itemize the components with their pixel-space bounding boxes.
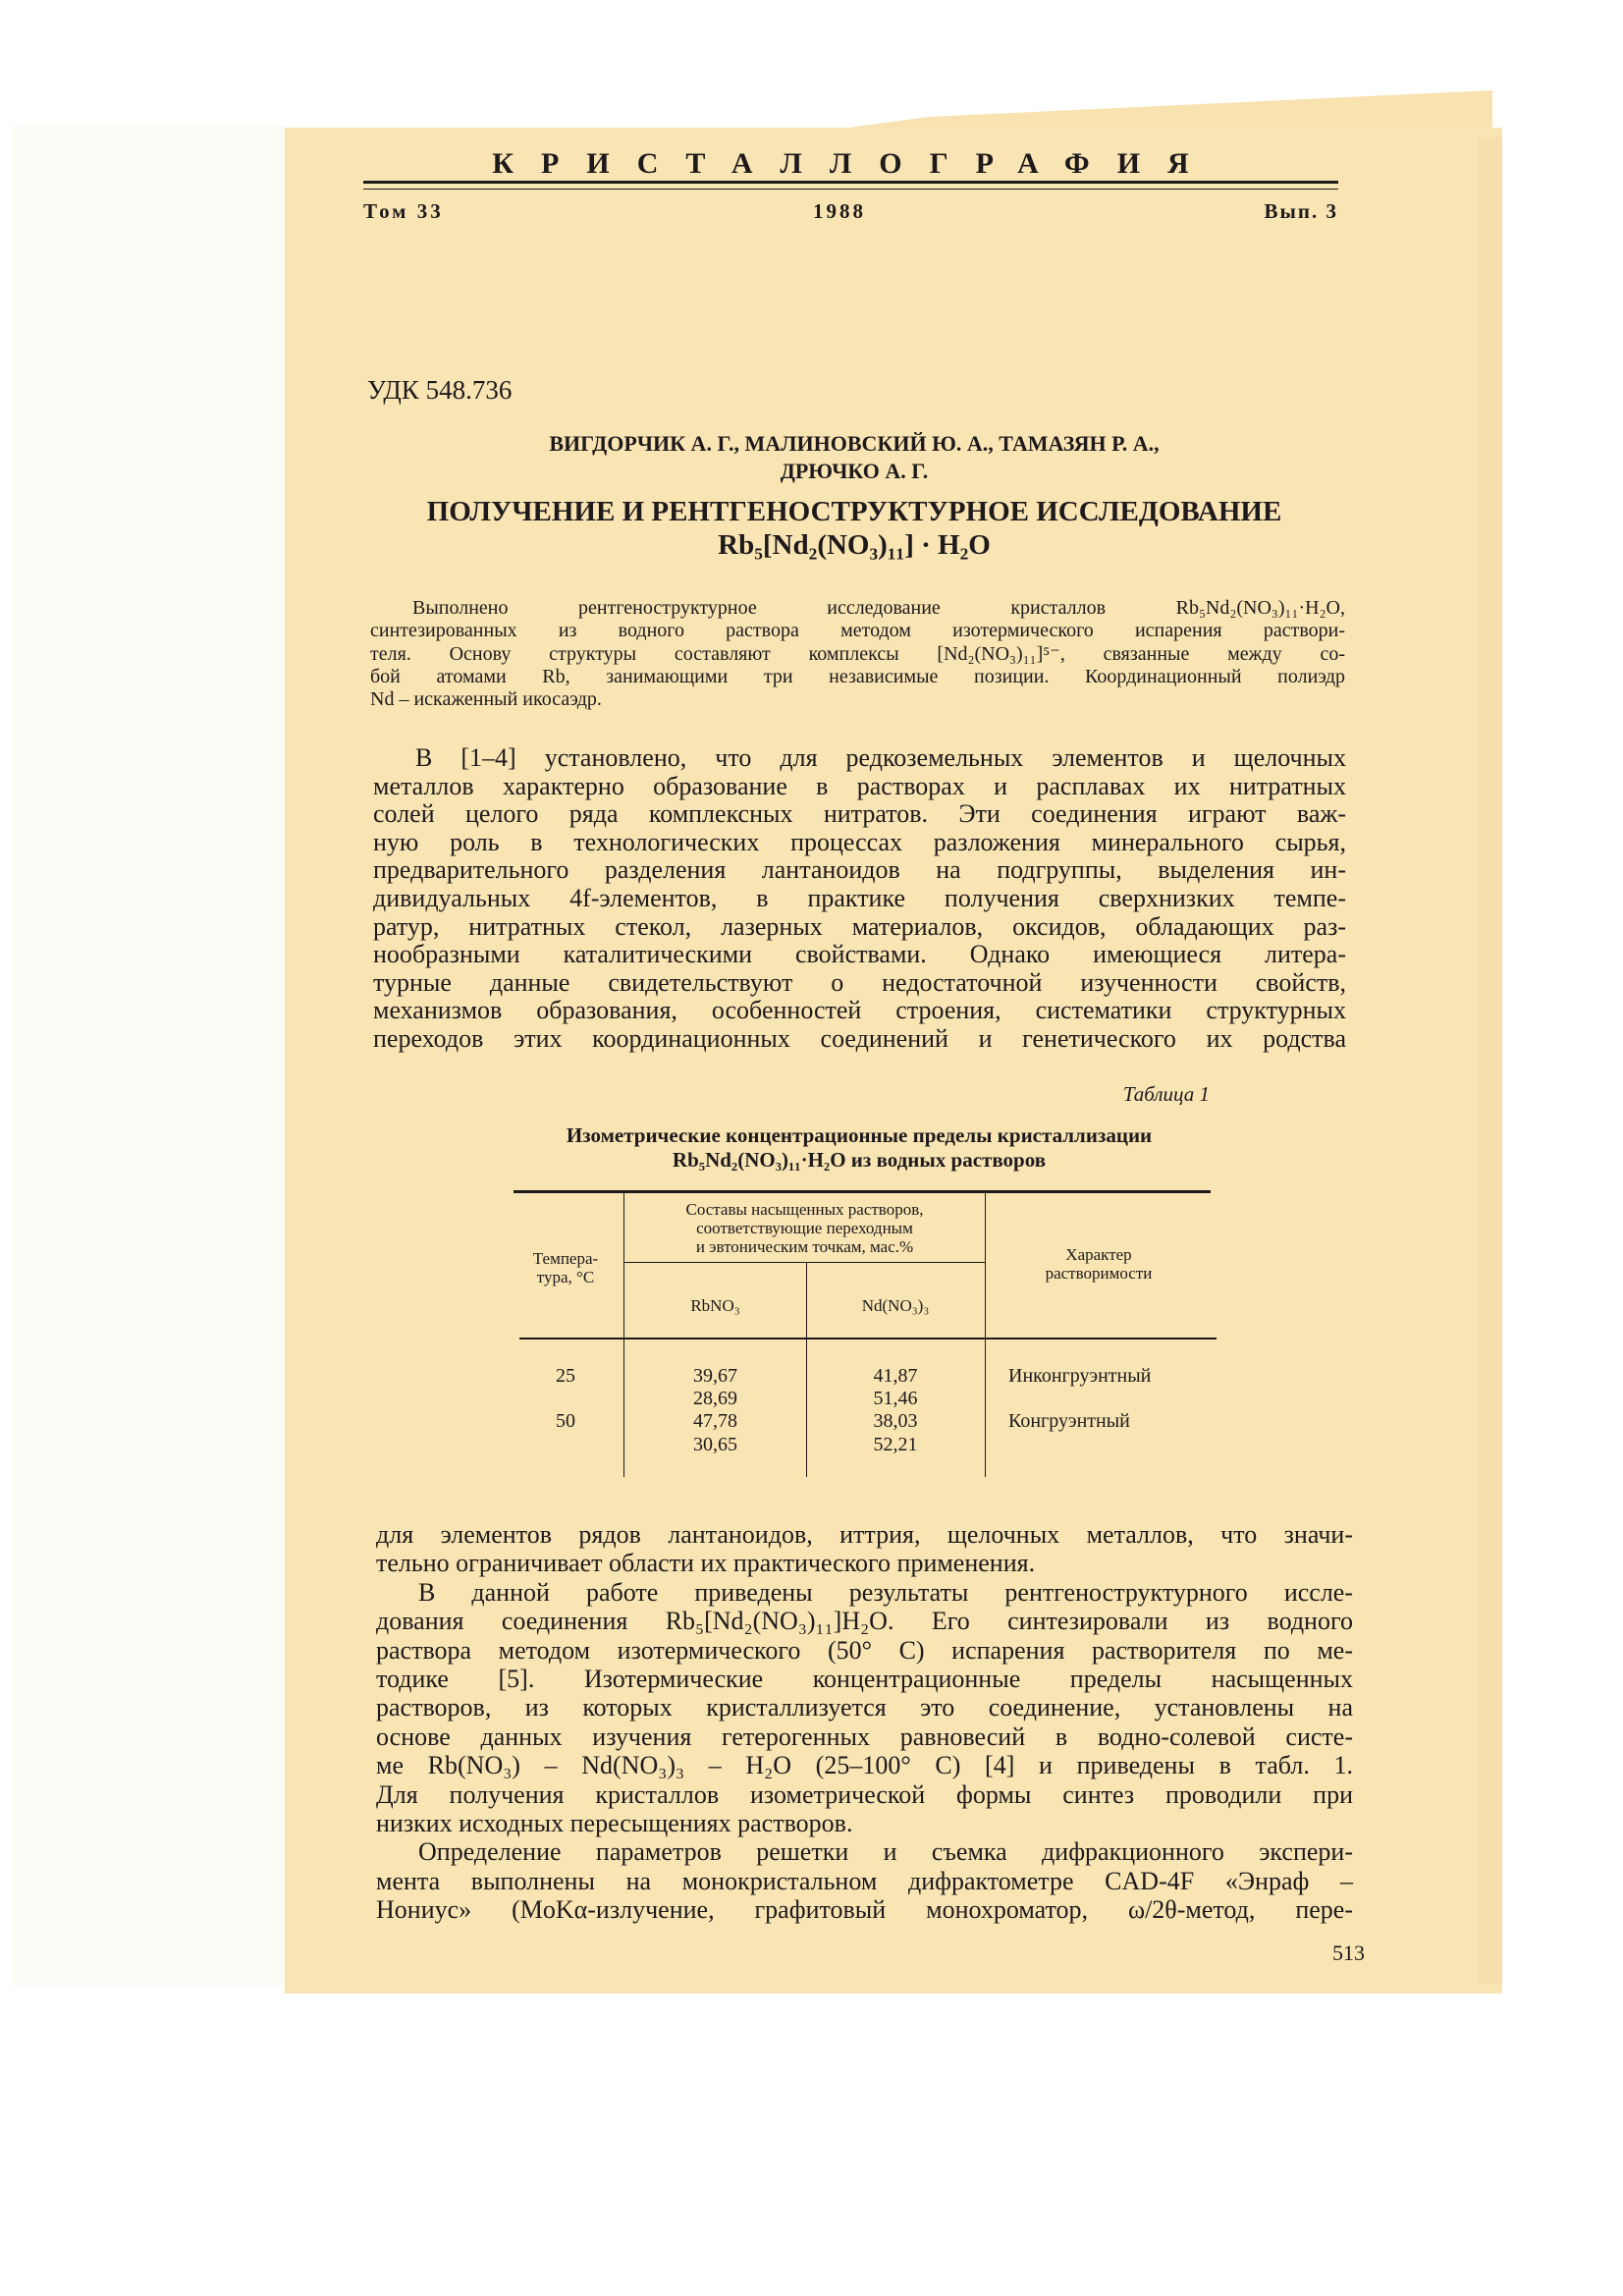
body-paragraph-2	[376, 1520, 1353, 1925]
header-compositions-line-1: Составы насыщенных растворов,	[685, 1200, 924, 1219]
cell-solubility: Инконгруэнтный	[1008, 1365, 1152, 1387]
text-line: синтезированных из водного раствора методом изотермического испарения раствори-	[370, 620, 1345, 642]
text-line: бой атомами Rb, занимающими три независимые позиции. Координационный полиэдр	[370, 665, 1345, 687]
text-line: Выполнено рентгеноструктурное исследование кристаллов Rb₅Nd₂(NO₃)₁₁·H₂O,	[412, 597, 1345, 619]
text-line: Нониус» (MoKα-излучение, графитовый монохроматор, ω/2θ-метод, пере-	[376, 1895, 1353, 1925]
header-ndno3: Nd(NO₃)₃	[861, 1296, 930, 1315]
cell-solubility: Конгруэнтный	[1008, 1410, 1130, 1432]
text-line: Для получения кристаллов изометрической формы синтез проводили при	[376, 1779, 1353, 1809]
text-line: металлов характерно образование в растворах и расплавах их нитратных	[373, 771, 1346, 800]
header-rbno3: RbNO₃	[690, 1296, 740, 1315]
text-line: тодике [5]. Изотермические концентрационные пределы насыщенных	[376, 1665, 1353, 1694]
text-line: турные данные свидетельствуют о недостаточной изученности свойств,	[373, 967, 1346, 997]
text-line: тельно ограничивает области их практического применения.	[376, 1549, 1036, 1578]
cell-rbno3: 47,78	[693, 1410, 737, 1432]
text-line: предварительного разделения лантаноидов на подгруппы, выделения ин-	[373, 855, 1346, 885]
text-line: раствора методом изотермического (50° C) испарения растворителя по ме-	[376, 1635, 1353, 1665]
text-line: ную роль в технологических процессах разложения минерального сырья,	[373, 827, 1346, 856]
article-title-line-2: Rb₅[Nd₂(NO₃)₁₁] · H₂O	[718, 529, 991, 561]
abstract	[370, 597, 1345, 711]
text-line: Определение параметров решетки и съемка дифракционного экспери-	[418, 1837, 1353, 1867]
cell-ndno3: 41,87	[873, 1365, 918, 1387]
text-line: ратур, нитратных стекол, лазерных материалов, оксидов, обладающих раз-	[373, 911, 1346, 941]
table-column-divider	[985, 1192, 986, 1477]
text-line: низких исходных пересыщениях растворов.	[376, 1809, 853, 1838]
table-caption: Таблица 1	[1122, 1082, 1210, 1106]
text-line: растворов, из которых кристаллизуется это соединение, установлены на	[376, 1693, 1353, 1722]
left-page-margin	[12, 126, 287, 1987]
table-top-rule	[514, 1190, 1211, 1193]
text-line: дования соединения Rb₅[Nd₂(NO₃)₁₁]H₂O. Его синтезировали из водного	[376, 1607, 1353, 1636]
header-solubility-line-2: растворимости	[1045, 1264, 1153, 1283]
header-compositions-line-3: и эвтоническим точкам, мас.%	[695, 1237, 914, 1256]
text-line: В данной работе приведены результаты рентгеноструктурного иссле-	[418, 1577, 1353, 1607]
header-temperature-line-1: Темпера-	[532, 1249, 599, 1268]
cell-temperature: 25	[556, 1365, 575, 1387]
text-line: В [1–4] установлено, что для редкоземельных элементов и щелочных	[415, 743, 1346, 772]
table-subheader-rule	[624, 1262, 985, 1263]
cell-rbno3: 39,67	[693, 1365, 737, 1387]
cell-temperature: 50	[556, 1410, 575, 1432]
udk-code: УДК 548.736	[367, 375, 513, 405]
page-number: 513	[1332, 1941, 1365, 1965]
text-line: переходов этих координационных соединений и генетического их родства	[373, 1023, 1346, 1053]
journal-title: КРИСТАЛЛОГРАФИЯ	[492, 147, 1217, 180]
text-line: для элементов рядов лантаноидов, иттрия, щелочных металлов, что значи-	[376, 1520, 1353, 1549]
authors-line-2: ДРЮЧКО А. Г.	[780, 459, 929, 483]
article-title-line-1: ПОЛУЧЕНИЕ И РЕНТГЕНОСТРУКТУРНОЕ ИССЛЕДОВАНИЕ	[426, 496, 1282, 527]
header-temperature-line-2: тура, °C	[536, 1268, 595, 1286]
cell-rbno3: 28,69	[693, 1388, 737, 1409]
table-header-rule	[519, 1338, 1217, 1339]
issue-label: Вып. 3	[1264, 199, 1338, 223]
table-title-line-1: Изометрические концентрационные пределы кристаллизации	[566, 1123, 1153, 1147]
body-paragraph-1	[373, 744, 1346, 1054]
header-compositions-line-2: соответствующие переходным	[696, 1219, 913, 1237]
cell-ndno3: 52,21	[873, 1434, 918, 1455]
authors-line-1: ВИГДОРЧИК А. Г., МАЛИНОВСКИЙ Ю. А., ТАМАЗЯН Р. А.,	[549, 431, 1160, 456]
text-line: нообразными каталитическими свойствами. Однако имеющиеся литера-	[373, 940, 1346, 969]
text-line: мента выполнены на монокристальном дифрактометре CAD-4F «Энраф –	[376, 1866, 1353, 1895]
cell-ndno3: 51,46	[873, 1388, 918, 1409]
header-rule-bottom	[363, 189, 1338, 190]
cell-ndno3: 38,03	[873, 1410, 918, 1432]
year-label: 1988	[813, 199, 866, 223]
header-rule-top	[363, 181, 1338, 184]
volume-label: Том 33	[363, 199, 444, 223]
text-line: механизмов образования, особенностей строения, систематики структурных	[373, 996, 1346, 1025]
text-line: дивидуальных 4f-элементов, в практике получения сверхнизких темпе-	[373, 883, 1346, 912]
underlying-sheet-edge	[1478, 137, 1502, 1984]
header-solubility-line-1: Характер	[1065, 1245, 1132, 1264]
text-line: основе данных изучения гетерогенных равновесий в водно-солевой систе-	[376, 1722, 1353, 1751]
text-line: теля. Основу структуры составляют комплексы [Nd₂(NO₃)₁₁]⁵⁻, связанные между со-	[370, 642, 1345, 665]
cell-rbno3: 30,65	[693, 1434, 737, 1455]
text-line: ме Rb(NO₃) – Nd(NO₃)₃ – H₂O (25–100° C) [4] и приведены в табл. 1.	[376, 1751, 1353, 1780]
text-line: Nd – искаженный икосаэдр.	[370, 688, 602, 711]
text-line: солей целого ряда комплексных нитратов. Эти соединения играют важ-	[373, 799, 1346, 829]
table-title-line-2: Rb₅Nd₂(NO₃)₁₁·H₂O из водных растворов	[672, 1148, 1047, 1172]
